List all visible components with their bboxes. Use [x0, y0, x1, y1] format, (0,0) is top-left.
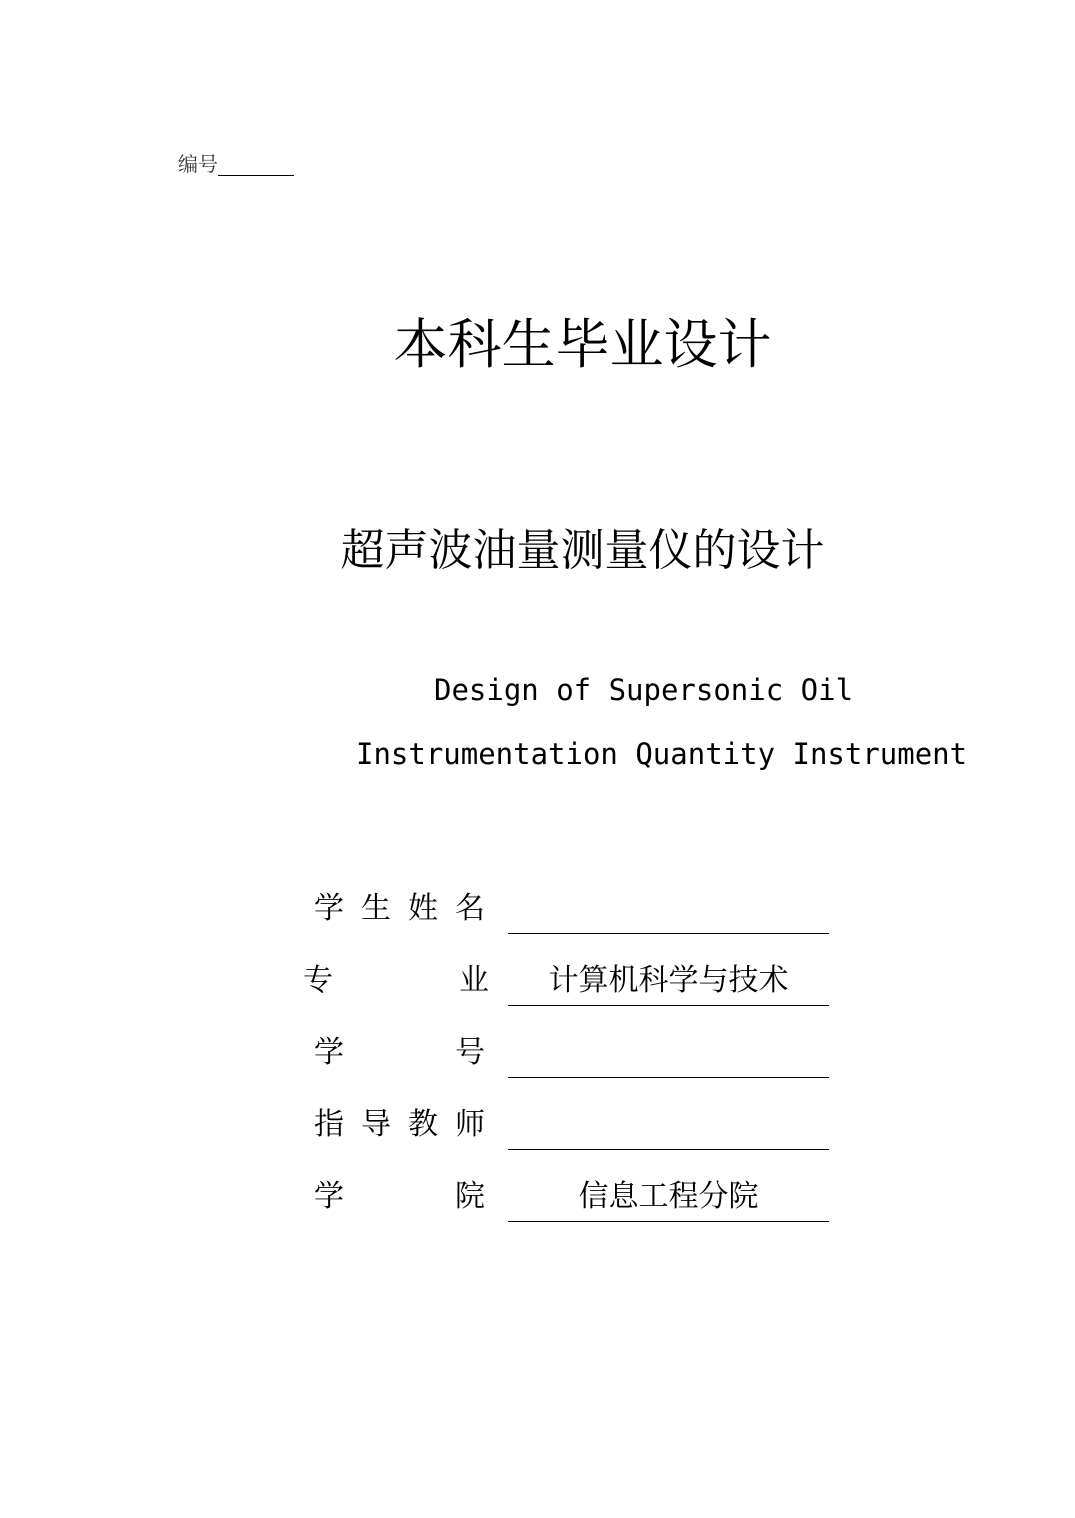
field-college-value: 信息工程分院 [578, 1179, 759, 1214]
document-title: 本科生毕业设计 [393, 313, 772, 376]
field-student-name-char-3: 姓 [408, 891, 438, 926]
field-college [0, 1172, 1075, 1222]
serial-number-label: 编号 [178, 152, 218, 176]
field-student-name-char-2: 生 [361, 891, 391, 926]
field-advisor-char-4: 师 [455, 1107, 485, 1142]
field-advisor-char-3: 教 [408, 1107, 438, 1142]
field-major [0, 956, 1075, 1006]
thesis-title-cn: 超声波油量测量仪的设计 [340, 525, 825, 576]
field-student-name-blank[interactable] [508, 884, 829, 934]
field-college-char-1: 学 [314, 1179, 344, 1214]
field-advisor-blank[interactable] [508, 1100, 829, 1150]
field-major-char-2: 业 [459, 963, 489, 998]
field-advisor-char-1: 指 [314, 1107, 344, 1142]
field-college-blank[interactable] [508, 1172, 829, 1222]
field-major-value: 计算机科学与技术 [548, 963, 789, 998]
field-student-name-char-1: 学 [314, 891, 344, 926]
field-student-name-char-4: 名 [455, 891, 485, 926]
field-student-name [0, 884, 1075, 934]
field-college-char-2: 院 [455, 1179, 485, 1214]
field-major-blank[interactable] [508, 956, 829, 1006]
field-advisor [0, 1100, 1075, 1150]
thesis-title-en-line-2: Instrumentation Quantity Instrument [356, 737, 968, 771]
thesis-title-en-line-1: Design of Supersonic Oil [434, 673, 854, 707]
field-student-id-char-1: 学 [314, 1035, 344, 1070]
field-advisor-char-2: 导 [361, 1107, 391, 1142]
field-student-id [0, 1028, 1075, 1078]
field-student-id-blank[interactable] [508, 1028, 829, 1078]
serial-number-blank[interactable] [218, 151, 294, 176]
field-student-id-char-2: 号 [455, 1035, 485, 1070]
serial-number-line [178, 150, 294, 178]
field-major-char-1: 专 [303, 963, 333, 998]
